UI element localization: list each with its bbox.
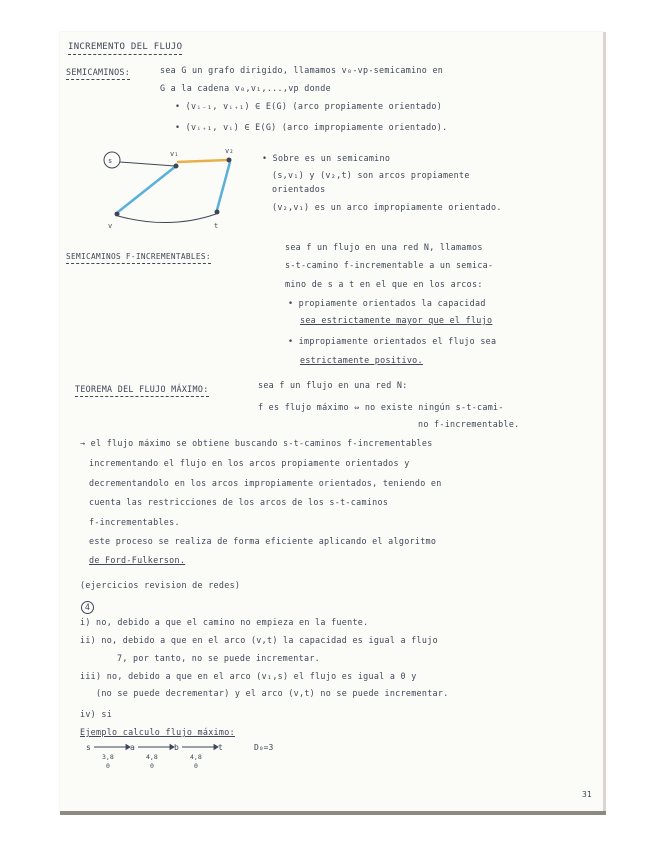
ejercicio-item-2: ii) no, debido a que en el arco (v,t) la capacidad es igual a flujo — [80, 635, 438, 645]
node-s-label: s — [108, 157, 113, 165]
chain-flow-3: 0 — [194, 762, 198, 770]
chain-node-b: b — [174, 743, 179, 752]
page-number: 31 — [582, 790, 592, 799]
chain-node-s: s — [86, 743, 91, 752]
explicacion-line-2: incrementando el flujo en los arcos propiamente orientados y — [89, 458, 410, 468]
diagram-note-2: (s,v₁) y (v₂,t) son arcos propiamente — [272, 170, 470, 180]
explicacion-line-7: de Ford-Fulkerson. — [89, 555, 186, 565]
page-shadow — [60, 811, 606, 815]
ejercicio-item-3: iii) no, debido a que en el arco (v₁,s) el flujo es igual a 0 y — [80, 671, 417, 681]
page-edge — [603, 32, 606, 813]
edge-blue-right — [217, 162, 230, 210]
chain-flow-2: 0 — [150, 762, 154, 770]
node-v2-dot — [227, 158, 232, 163]
ejercicios-title: (ejercicios revision de redes) — [80, 580, 241, 590]
semicaminos-f-line-4: • propiamente orientados la capacidad — [288, 298, 486, 308]
node-v1-label: v₁ — [170, 150, 179, 158]
teorema-line-2: f es flujo máximo ⇔ no existe ningún s-t-cami- — [258, 402, 504, 412]
explicacion-line-4: cuenta las restricciones de los arcos de los s-t-caminos — [89, 497, 389, 507]
ejercicio-number: 4 — [81, 601, 94, 614]
ejercicio-item-2b: 7, por tanto, no se puede incrementar. — [117, 653, 321, 663]
semicaminos-f-line-2: s-t-camino f-incrementable a un semica- — [285, 260, 494, 270]
explicacion-line-5: f-incrementables. — [89, 517, 180, 527]
chain-node-t: t — [218, 743, 223, 752]
semicaminos-f-line-1: sea f un flujo en una red N, llamamos — [285, 242, 483, 252]
diagram-note-3: orientados — [272, 184, 326, 194]
ejercicio-item-3b: (no se puede decrementar) y el arco (v,t) no se puede incrementar. — [96, 688, 449, 698]
ejemplo-title: Ejemplo calculo flujo máximo: — [80, 727, 235, 737]
semicamino-diagram — [100, 148, 250, 228]
node-t-dot — [215, 210, 220, 215]
semicamino-line-2: G a la cadena v₀,v₁,...,vp donde — [160, 83, 331, 93]
teorema-line-3: no f-incrementable. — [418, 419, 520, 429]
chain-cap-1: 3,8 — [102, 753, 114, 761]
explicacion-line-3: decrementandolo en los arcos impropiamente orientados, teniendo en — [89, 478, 442, 488]
edge-v2-v1-highlight — [177, 160, 228, 162]
node-v-label: v — [108, 222, 113, 230]
explicacion-line-1: → el flujo máximo se obtiene buscando s-t-caminos f-incrementables — [80, 438, 433, 448]
node-v-dot — [115, 212, 120, 217]
semicaminos-f-line-6: • impropiamente orientados el flujo sea — [288, 336, 497, 346]
semicaminos-label: SEMICAMINOS: — [66, 67, 130, 80]
chain-cap-3: 4,8 — [190, 753, 202, 761]
chain-flow-1: 0 — [106, 762, 110, 770]
semicaminos-f-line-3: mino de s a t en el que en los arcos: — [285, 279, 483, 289]
ejercicio-item-4: iv) si — [80, 709, 113, 719]
chain-node-a: a — [130, 743, 135, 752]
edge-s-v1 — [120, 162, 175, 166]
page-title: INCREMENTO DEL FLUJO — [68, 42, 182, 55]
diagram-note-1: • Sobre es un semicamino — [262, 153, 391, 163]
chain-result: D₀=3 — [254, 743, 274, 752]
explicacion-line-6: este proceso se realiza de forma eficiente aplicando el algoritmo — [89, 536, 437, 546]
ejercicio-item-1: i) no, debido a que el camino no empieza en la fuente. — [80, 617, 369, 627]
semicaminos-f-line-7: estrictamente positivo. — [300, 355, 423, 365]
chain-cap-2: 4,8 — [146, 753, 158, 761]
diagram-note-4: (v₂,v₁) es un arco impropiamente orientado. — [272, 202, 502, 212]
semicamino-line-1: sea G un grafo dirigido, llamamos v₀-vp-semicamino en — [160, 65, 444, 75]
semicaminos-f-label: SEMICAMINOS F-INCREMENTABLES: — [66, 251, 211, 264]
semicaminos-f-line-5: sea estrictamente mayor que el flujo — [300, 315, 493, 325]
node-v1-dot — [174, 164, 179, 169]
semicamino-line-4: • (vᵢ₊₁, vᵢ) ∈ E(G) (arco impropiamente orientado). — [175, 122, 448, 132]
node-v2-label: v₂ — [225, 147, 234, 155]
node-t-label: t — [214, 222, 219, 230]
edge-bottom-curve — [118, 214, 216, 223]
teorema-label: TEOREMA DEL FLUJO MÁXIMO: — [75, 384, 209, 397]
ejemplo-chain — [86, 740, 296, 770]
edge-blue-left — [118, 166, 176, 212]
teorema-line-1: sea f un flujo en una red N: — [258, 380, 408, 390]
semicamino-line-3: • (vᵢ₋₁, vᵢ₊₁) ∈ E(G) (arco propiamente orientado) — [175, 101, 443, 111]
